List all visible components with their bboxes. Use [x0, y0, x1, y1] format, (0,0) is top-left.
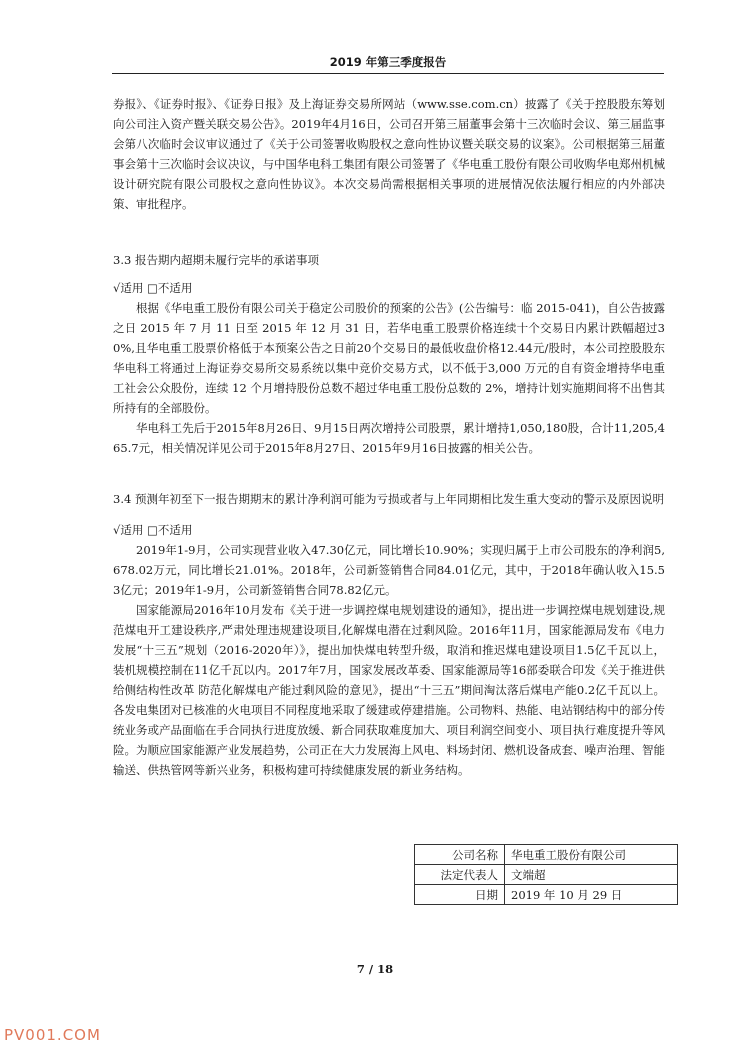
document-body — [113, 94, 665, 780]
section-3-4-paragraph: 国家能源局2016年10月发布《关于进一步调控煤电规划建设的通知》，提出进一步调控煤电规划建设,规范煤电开工建设秩序,严肃处理违规建设项目,化解煤电潜在过剩风险。2016年11月，国家能源局发布《电力发展“十三五”规划（2016-2020年）》，提出加快煤电转型升级，取消和推迟煤电建设项目1.5亿千瓦以上，装机规模控制在11亿千瓦以内。2017年7月，国家发展改革委、国家能源局等16部委联合印发《关于推进供给侧结构性改革 防范化解煤电产能过剩风险的意见》，提出“十三五”期间淘汰落后煤电产能0.2亿千瓦以上。各发电集团对已核准的火电项目不同程度地采取了缓建或停建措施。公司物料、热能、电站钢结构中的部分传统业务或产品面临在手合同执行进度放缓、新合同获取难度加大、项目利润空间变小、项目执行难度提升等风险。为顺应国家能源产业发展趋势，公司正在大力发展海上风电、料场封闭、燃机设备成套、噪声治理、智能输送、供热管网等新兴业务，积极构建可持续健康发展的新业务结构。 — [113, 603, 665, 777]
signature-table — [414, 844, 678, 905]
page-header: 2019 年第三季度报告 — [329, 55, 447, 69]
signature-value: 文端超 — [505, 865, 678, 885]
section-3-4-applicability: √适用 □不适用 — [113, 523, 193, 537]
signature-row — [415, 865, 678, 885]
section-3-3-applicability: √适用 □不适用 — [113, 281, 193, 295]
signature-label: 法定代表人 — [415, 865, 505, 885]
signature-value: 华电重工股份有限公司 — [505, 845, 678, 865]
signature-row — [415, 845, 678, 865]
signature-label: 日期 — [415, 885, 505, 905]
section-3-3-title: 3.3 报告期内超期未履行完毕的承诺事项 — [113, 253, 319, 267]
page-number: 7 / 18 — [356, 962, 394, 976]
watermark-logo: PV001.COM — [4, 1026, 101, 1044]
section-3-4-paragraph: 2019年1-9月，公司实现营业收入47.30亿元，同比增长10.90%；实现归属于上市公司股东的净利润5,678.02万元，同比增长21.01%。2018年，公司新签销售合同84.01亿元，其中，于2018年确认收入15.53亿元；2019年1-9月，公司新签销售合同78.82亿元。 — [113, 543, 665, 597]
signature-row — [415, 885, 678, 905]
continued-paragraph: 券报》、《证券时报》、《证券日报》及上海证券交易所网站（www.sse.com.cn）披露了《关于控股股东筹划向公司注入资产暨关联交易公告》。2019年4月16日，公司召开第三届董事会第十三次临时会议、第三届监事会第八次临时会议审议通过了《关于公司签署收购股权之意向性协议暨关联交易的议案》。公司根据第三届董事会第十三次临时会议决议，与中国华电科工集团有限公司签署了《华电重工股份有限公司收购华电郑州机械设计研究院有限公司股权之意向性协议》。本次交易尚需根据相关事项的进展情况依法履行相应的内外部决策、审批程序。 — [113, 97, 665, 211]
signature-value: 2019 年 10 月 29 日 — [505, 885, 678, 905]
section-3-3-paragraph: 根据《华电重工股份有限公司关于稳定公司股价的预案的公告》(公告编号：临 2015-041)，自公告披露之日 2015 年 7 月 11 日至 2015 年 12 月 31 日，若华电重工股票价格连续十个交易日内累计跌幅超过30%,且华电重工股票价格低于本预案公告之日前20个交易日的最低收盘价格12.44元/股时，本公司控股股东华电科工将通过上海证券交易所交易系统以集中竞价交易方式，以不低于3,000 万元的自有资金增持华电重工社会公众股份，连续 12 个月增持股份总数不超过华电重工股份总数的 2%，增持计划实施期间将不出售其所持有的全部股份。 — [113, 301, 665, 415]
signature-label: 公司名称 — [415, 845, 505, 865]
section-3-3-paragraph: 华电科工先后于2015年8月26日、9月15日两次增持公司股票，累计增持1,050,180股，合计11,205,465.7元，相关情况详见公司于2015年8月27日、2015年9月16日披露的相关公告。 — [113, 421, 665, 455]
header-rule — [112, 73, 664, 74]
section-3-4-title: 3.4 预测年初至下一报告期期末的累计净利润可能为亏损或者与上年同期相比发生重大变动的警示及原因说明 — [113, 492, 664, 506]
